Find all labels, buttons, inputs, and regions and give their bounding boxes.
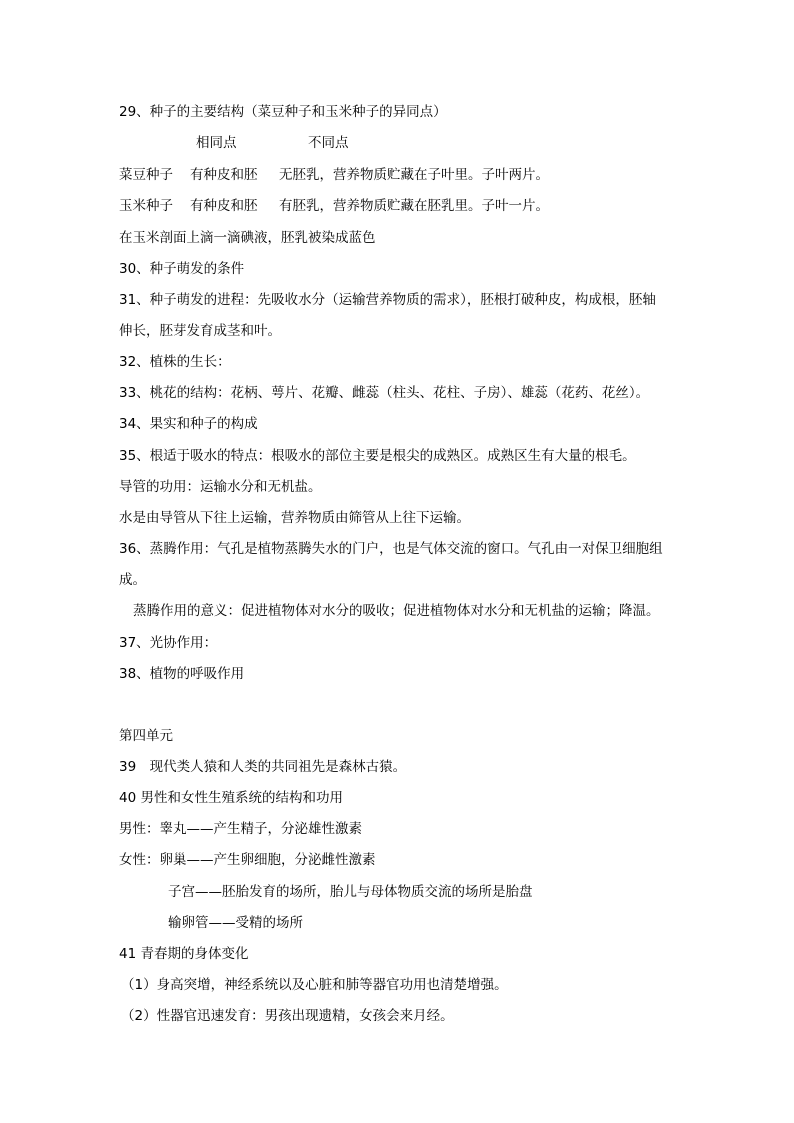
iodine-test-text: 在玉米剖面上滴一滴碘液，胚乳被染成蓝色 — [119, 230, 376, 246]
row-label-corn-seed: 玉米种子 — [119, 198, 173, 214]
corn-different-text: 有胚乳，营养物质贮藏在胚乳里。子叶一片。 — [279, 198, 549, 214]
item-39-text: 39 现代类人猿和人类的共同祖先是森林古猿。 — [119, 759, 407, 775]
item-31-line-1: 31、种子萌发的进程：先吸收水分（运输营养物质的需求），胚根打破种皮，构成根，胚轴 — [119, 292, 656, 308]
uterus-text: 子宫——胚胎发育的场所，胎儿与母体物质交流的场所是胎盘 — [168, 884, 533, 900]
bean-same-text: 有种皮和胚 — [190, 167, 258, 183]
item-34-heading: 34、果实和种子的构成 — [119, 416, 258, 432]
item-37-heading: 37、光协作用： — [119, 635, 218, 651]
female-system-text: 女性：卵巢——产生卵细胞，分泌雌性激素 — [119, 852, 376, 868]
column-header-different: 不同点 — [308, 135, 349, 151]
column-header-same: 相同点 — [196, 135, 237, 151]
bean-different-text: 无胚乳，营养物质贮藏在子叶里。子叶两片。 — [279, 167, 549, 183]
row-label-bean-seed: 菜豆种子 — [119, 167, 173, 183]
item-31-line-2: 伸长，胚芽发育成茎和叶。 — [119, 323, 281, 339]
item-29-heading: 29、种子的主要结构（菜豆种子和玉米种子的异同点） — [119, 104, 447, 120]
item-40-heading: 40 男性和女性生殖系统的结构和功用 — [119, 790, 343, 806]
item-33-text: 33、桃花的结构：花柄、萼片、花瓣、雌蕊（柱头、花柱、子房）、雄蕊（花药、花丝）。 — [119, 385, 650, 401]
item-30-heading: 30、种子萌发的条件 — [119, 261, 245, 277]
transpiration-significance-text: 蒸腾作用的意义：促进植物体对水分的吸收；促进植物体对水分和无机盐的运输；降温。 — [133, 603, 660, 619]
item-36-line-1: 36、蒸腾作用：气孔是植物蒸腾失水的门户，也是气体交流的窗口。气孔由一对保卫细胞组 — [119, 541, 663, 557]
puberty-change-2: （2）性器官迅速发育：男孩出现遗精，女孩会来月经。 — [121, 1008, 454, 1024]
item-36-line-2: 成。 — [119, 572, 146, 588]
item-38-heading: 38、植物的呼吸作用 — [119, 666, 245, 682]
oviduct-text: 输卵管——受精的场所 — [168, 915, 303, 931]
unit-four-heading: 第四单元 — [119, 728, 173, 744]
corn-same-text: 有种皮和胚 — [190, 198, 258, 214]
item-41-heading: 41 青春期的身体变化 — [119, 946, 249, 962]
puberty-change-1: （1）身高突增，神经系统以及心脏和肺等器官功用也清楚增强。 — [121, 977, 508, 993]
item-35-text: 35、根适于吸水的特点：根吸水的部位主要是根尖的成熟区。成熟区生有大量的根毛。 — [119, 448, 636, 464]
vessel-function-text: 导管的功用：运输水分和无机盐。 — [119, 479, 322, 495]
item-32-heading: 32、植株的生长： — [119, 354, 231, 370]
transport-direction-text: 水是由导管从下往上运输，营养物质由筛管从上往下运输。 — [119, 510, 470, 526]
male-system-text: 男性：睾丸——产生精子，分泌雄性激素 — [119, 821, 362, 837]
